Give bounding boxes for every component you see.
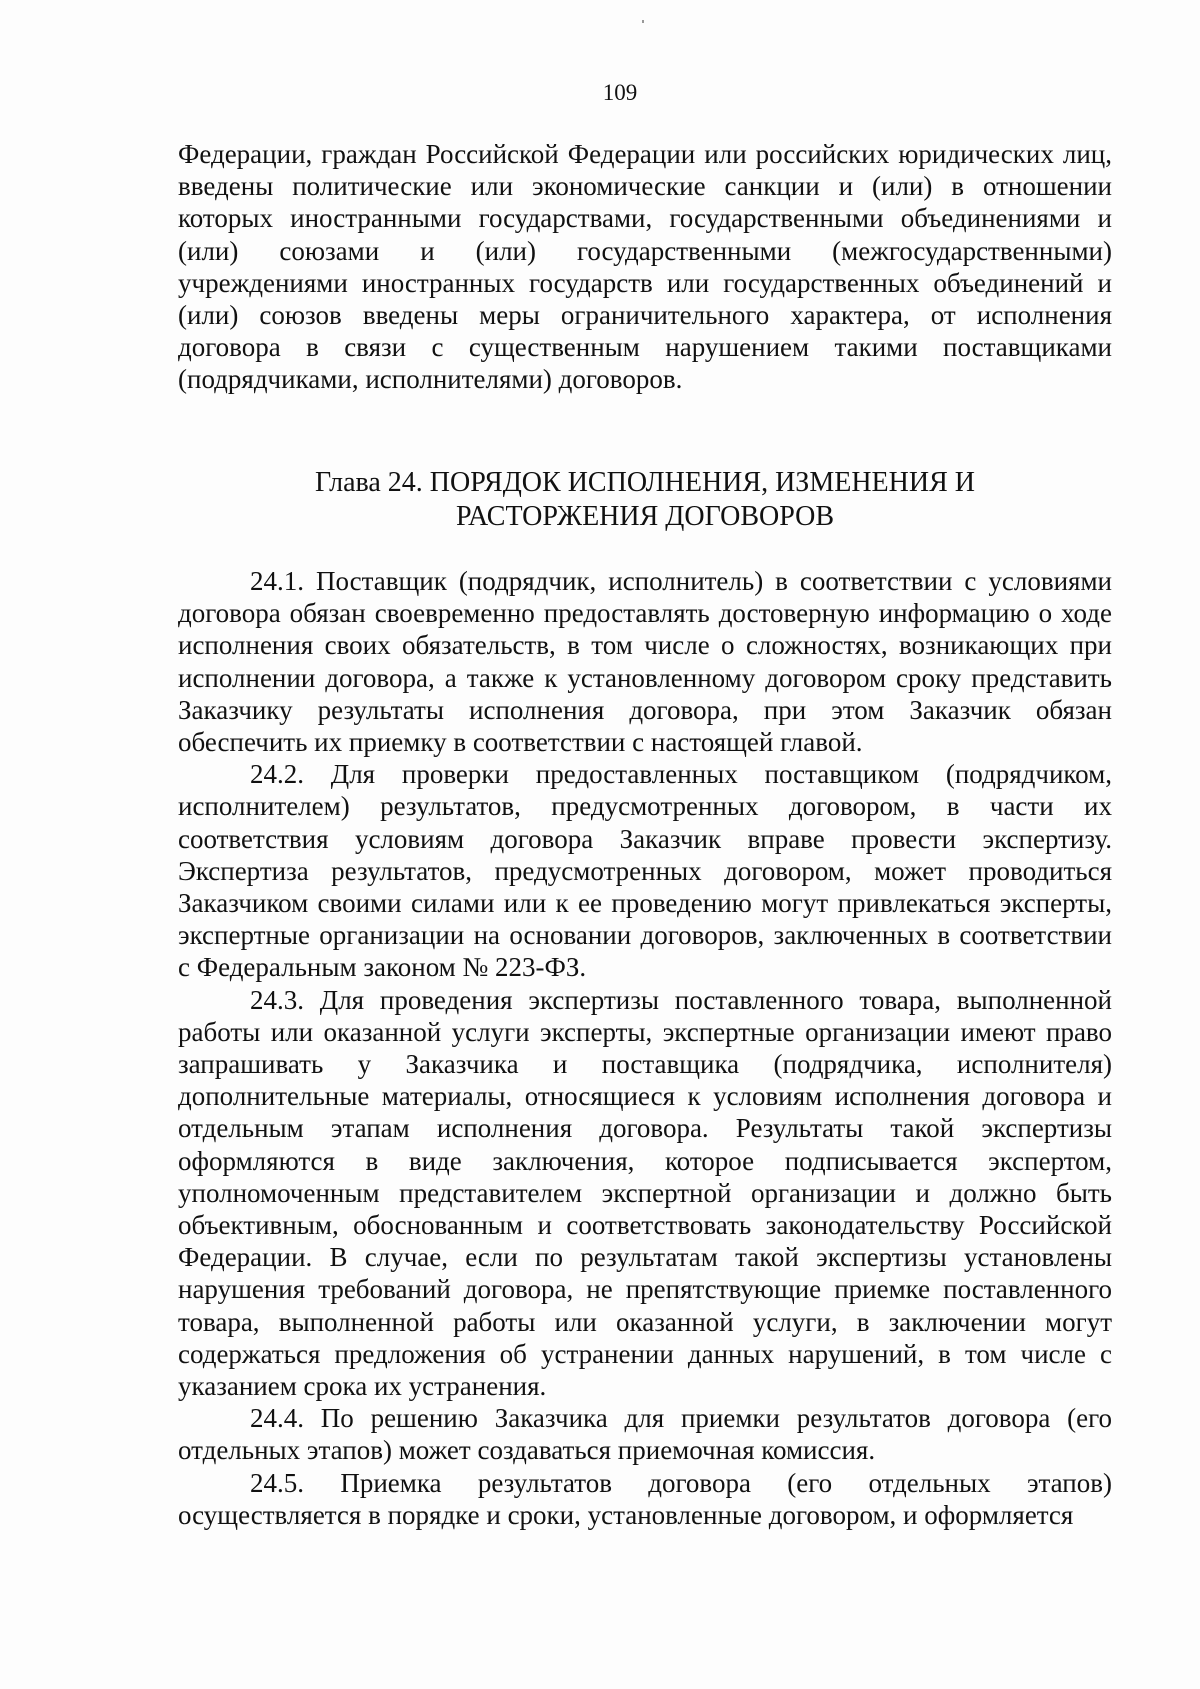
paragraph-24-2: 24.2. Для проверки предоставленных поставщиком (подрядчиком, исполнителем) результатов, предусмотренных договором, в части их соответствия условиям договора Заказчик вправе провести экспертизу. Экспертиза результатов, предусмотренных договором, может проводиться Заказчиком своими силами или к ее проведению могут привлекаться эксперты, экспертные организации на основании договоров, заключенных в соответствии с Федеральным законом № 223-ФЗ. (178, 759, 1112, 983)
chapter-heading-line-1: Глава 24. ПОРЯДОК ИСПОЛНЕНИЯ, ИЗМЕНЕНИЯ И (315, 467, 975, 498)
intro-paragraph: Федерации, граждан Российской Федерации или российских юридических лиц, введены политические или экономические санкции и (или) в отношении которых иностранными государствами, государственными объединениями и (или) союзами и (или) государственными (межгосударственными) учреждениями иностранных государств или государственных объединений и (или) союзов введены меры ограничительного характера, от исполнения договора в связи с существенным нарушением такими поставщиками (подрядчиками, исполнителями) договоров. (178, 139, 1112, 395)
chapter-heading (178, 466, 1112, 534)
paragraph-24-5: 24.5. Приемка результатов договора (его отдельных этапов) осуществляется в порядке и сроки, установленные договором, и оформляется (178, 1467, 1112, 1530)
chapter-heading-line-2: РАСТОРЖЕНИЯ ДОГОВОРОВ (455, 501, 835, 532)
intro-text (178, 138, 1112, 396)
paragraph-24-4: 24.4. По решению Заказчика для приемки результатов договора (его отдельных этапов) может создаваться приемочная комиссия. (178, 1403, 1112, 1466)
paragraph-24-1: 24.1. Поставщик (подрядчик, исполнитель) в соответствии с условиями договора обязан своевременно предоставлять достоверную информацию о ходе исполнения своих обязательств, в том числе о сложностях, возникающих при исполнении договора, а также к установленному договором сроку представить Заказчику результаты исполнения договора, при этом Заказчик обязан обеспечить их приемку в соответствии с настоящей главой. (178, 566, 1112, 758)
scan-artifact (642, 20, 644, 23)
paragraph-24-3: 24.3. Для проведения экспертизы поставленного товара, выполненной работы или оказанной услуги эксперты, экспертные организации имеют право запрашивать у Заказчика и поставщика (подрядчика, исполнителя) дополнительные материалы, относящиеся к условиям исполнения договора и отдельным этапам исполнения договора. Результаты такой экспертизы оформляются в виде заключения, которое подписывается экспертом, уполномоченным представителем экспертной организации и должно быть объективным, обоснованным и соответствовать законодательству Российской Федерации. В случае, если по результатам такой экспертизы установлены нарушения требований договора, не препятствующие приемке поставленного товара, выполненной работы или оказанной услуги, в заключении могут содержаться предложения об устранении данных нарушений, в том числе с указанием срока их устранения. (178, 984, 1112, 1402)
chapter-body (178, 565, 1112, 1531)
page-number: 109 (602, 80, 638, 105)
